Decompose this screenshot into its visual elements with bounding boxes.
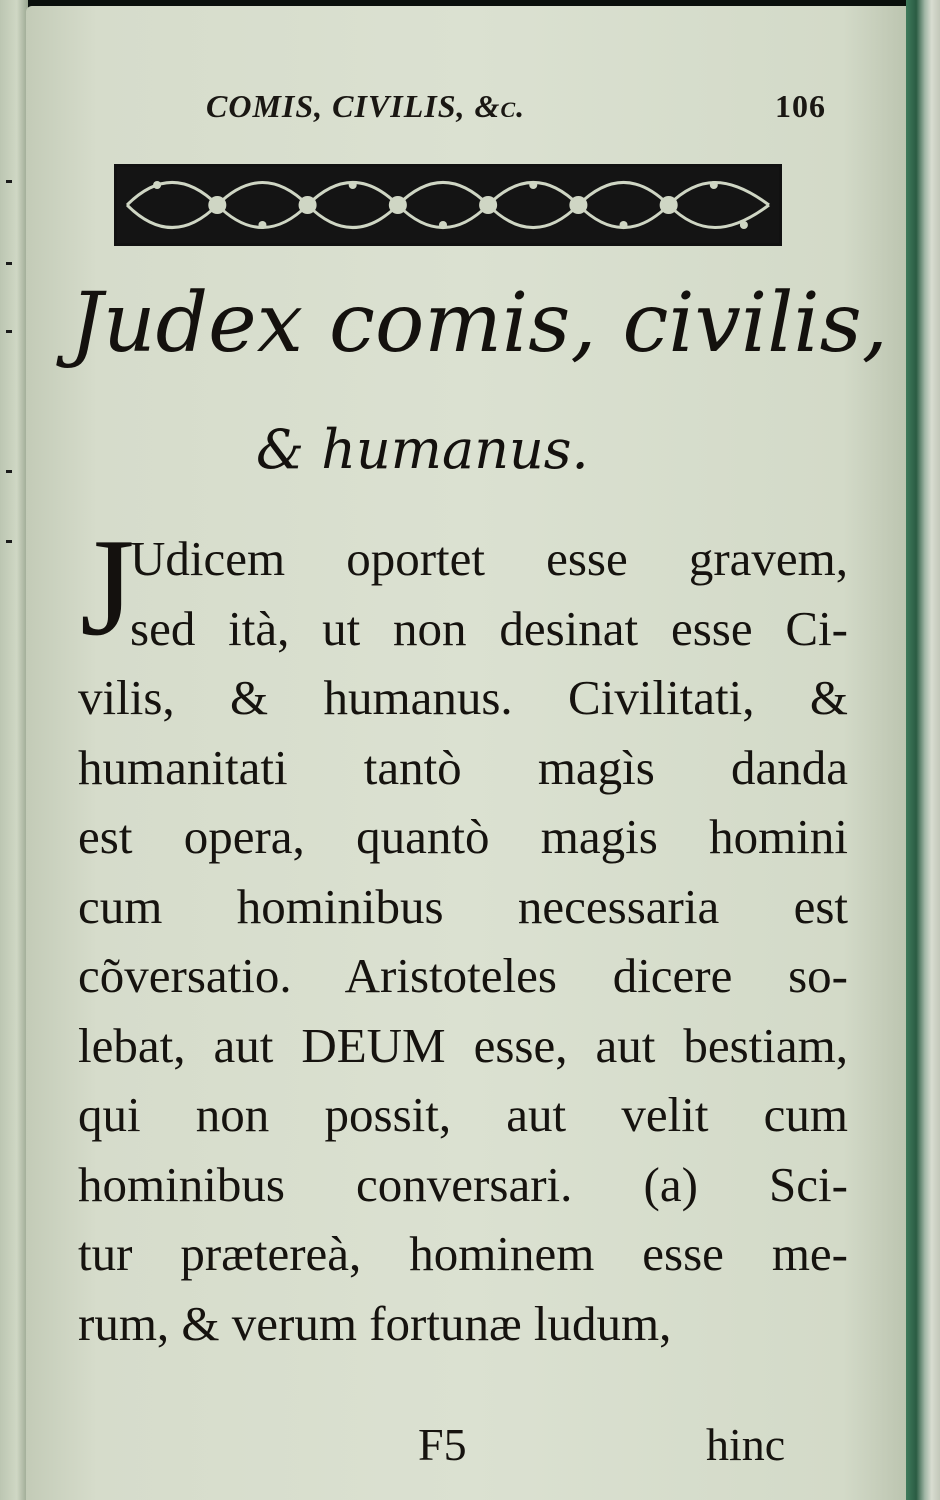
drop-cap-initial: J — [80, 510, 135, 665]
text-line: qui non possit, aut velit cum — [78, 1087, 848, 1142]
text-line: rum, & verum fortunæ ludum, — [78, 1295, 672, 1351]
text-line: tur prætereà, hominem esse me- — [78, 1226, 848, 1281]
chapter-subtitle: & humanus. — [256, 418, 589, 481]
floral-ornament-icon — [117, 167, 779, 243]
decorative-headpiece — [114, 164, 782, 246]
text-line: sed ità, ut non desinat esse Ci- — [130, 600, 848, 656]
text-line: cõversatio. Aristoteles dicere so- — [78, 948, 848, 1003]
previous-page-edge — [0, 0, 28, 1500]
text-line: Udicem oportet esse gravem, — [130, 531, 848, 586]
text-line: hominibus conversari. (a) Sci- — [78, 1156, 848, 1212]
text-line: humanitati tantò magìs danda — [78, 739, 848, 795]
chapter-title: Judex comis, civilis, — [70, 276, 888, 371]
catchword: hinc — [706, 1419, 786, 1470]
body-text — [78, 524, 848, 1358]
text-line: lebat, aut DEUM esse, aut bestiam, — [78, 1017, 848, 1073]
running-header — [206, 88, 846, 134]
book-edge — [906, 0, 940, 1500]
previous-page-text-fragment — [6, 470, 12, 473]
book-page — [26, 6, 914, 1500]
signature-mark: F5 — [418, 1419, 467, 1470]
previous-page-text-fragment — [6, 180, 12, 183]
text-line: vilis, & humanus. Civilitati, & — [78, 670, 848, 725]
previous-page-text-fragment — [6, 262, 12, 265]
previous-page-text-fragment — [6, 540, 12, 543]
text-line: est opera, quantò magis homini — [78, 809, 848, 864]
previous-page-text-fragment — [6, 330, 12, 333]
text-line: cum hominibus necessaria est — [78, 878, 848, 934]
running-title: COMIS, CIVILIS, &c. — [206, 88, 526, 124]
page-number: 106 — [775, 88, 826, 124]
page-footer — [26, 1418, 914, 1478]
